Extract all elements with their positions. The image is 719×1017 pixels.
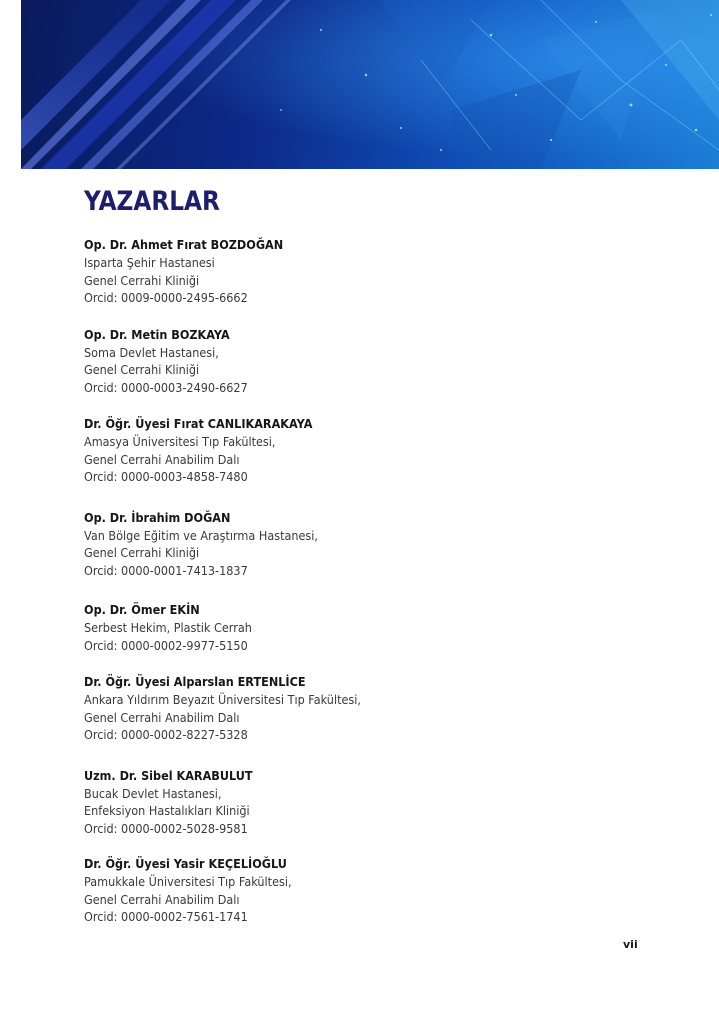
author-entry	[84, 767, 588, 838]
author-entry	[84, 673, 588, 744]
author-affiliation: Pamukkale Üniversitesi Tıp Fakültesi,	[84, 874, 292, 889]
header-banner	[21, 0, 719, 169]
author-name: Op. Dr. İbrahim DOĞAN	[84, 509, 231, 525]
author-affiliation: Amasya Üniversitesi Tıp Fakültesi,	[84, 434, 276, 449]
author-affiliation: Van Bölge Eğitim ve Araştırma Hastanesi,	[84, 527, 318, 543]
author-name: Op. Dr. Ahmet Fırat BOZDOĞAN	[84, 237, 284, 252]
page-title: YAZARLAR	[84, 186, 220, 217]
author-orcid: Orcid: 0000-0001-7413-1837	[84, 562, 248, 578]
author-list	[84, 236, 644, 926]
author-name: Dr. Öğr. Üyesi Alparslan ERTENLİCE	[84, 674, 306, 689]
author-entry	[84, 236, 588, 307]
author-entry	[84, 415, 588, 486]
author-orcid: Orcid: 0000-0003-4858-7480	[84, 469, 248, 484]
author-affiliation: Genel Cerrahi Kliniği	[84, 362, 200, 377]
author-entry	[84, 855, 588, 926]
page-number: vii	[623, 938, 638, 951]
author-name: Uzm. Dr. Sibel KARABULUT	[84, 767, 253, 783]
author-affiliation: Genel Cerrahi Anabilim Dalı	[84, 451, 240, 467]
author-orcid: Orcid: 0000-0002-5028-9581	[84, 820, 248, 836]
author-affiliation: Serbest Hekim, Plastik Cerrah	[84, 620, 252, 635]
author-affiliation: Genel Cerrahi Anabilim Dalı	[84, 891, 240, 907]
author-affiliation: Ankara Yıldırım Beyazıt Üniversitesi Tıp Fakültesi,	[84, 692, 361, 707]
author-entry	[84, 601, 588, 654]
author-name: Dr. Öğr. Üyesi Yasir KEÇELİOĞLU	[84, 856, 287, 871]
author-affiliation: Bucak Devlet Hastanesi,	[84, 785, 222, 801]
author-name: Op. Dr. Ömer EKİN	[84, 602, 200, 617]
author-affiliation: Enfeksiyon Hastalıkları Kliniği	[84, 803, 250, 818]
author-orcid: Orcid: 0000-0003-2490-6627	[84, 379, 248, 395]
banner-graphic	[21, 0, 719, 169]
author-entry	[84, 326, 588, 397]
author-entry	[84, 509, 588, 580]
author-affiliation: Genel Cerrahi Kliniği	[84, 272, 200, 288]
author-orcid: Orcid: 0009-0000-2495-6662	[84, 290, 248, 305]
author-name: Dr. Öğr. Üyesi Fırat CANLIKARAKAYA	[84, 416, 313, 431]
author-orcid: Orcid: 0000-0002-8227-5328	[84, 727, 248, 742]
author-affiliation: Genel Cerrahi Kliniği	[84, 545, 200, 560]
author-orcid: Orcid: 0000-0002-7561-1741	[84, 909, 248, 924]
author-affiliation: Genel Cerrahi Anabilim Dalı	[84, 709, 240, 725]
author-affiliation: Soma Devlet Hastanesi,	[84, 344, 219, 360]
author-affiliation: Isparta Şehir Hastanesi	[84, 255, 215, 270]
author-name: Op. Dr. Metin BOZKAYA	[84, 326, 230, 342]
author-orcid: Orcid: 0000-0002-9977-5150	[84, 637, 248, 653]
